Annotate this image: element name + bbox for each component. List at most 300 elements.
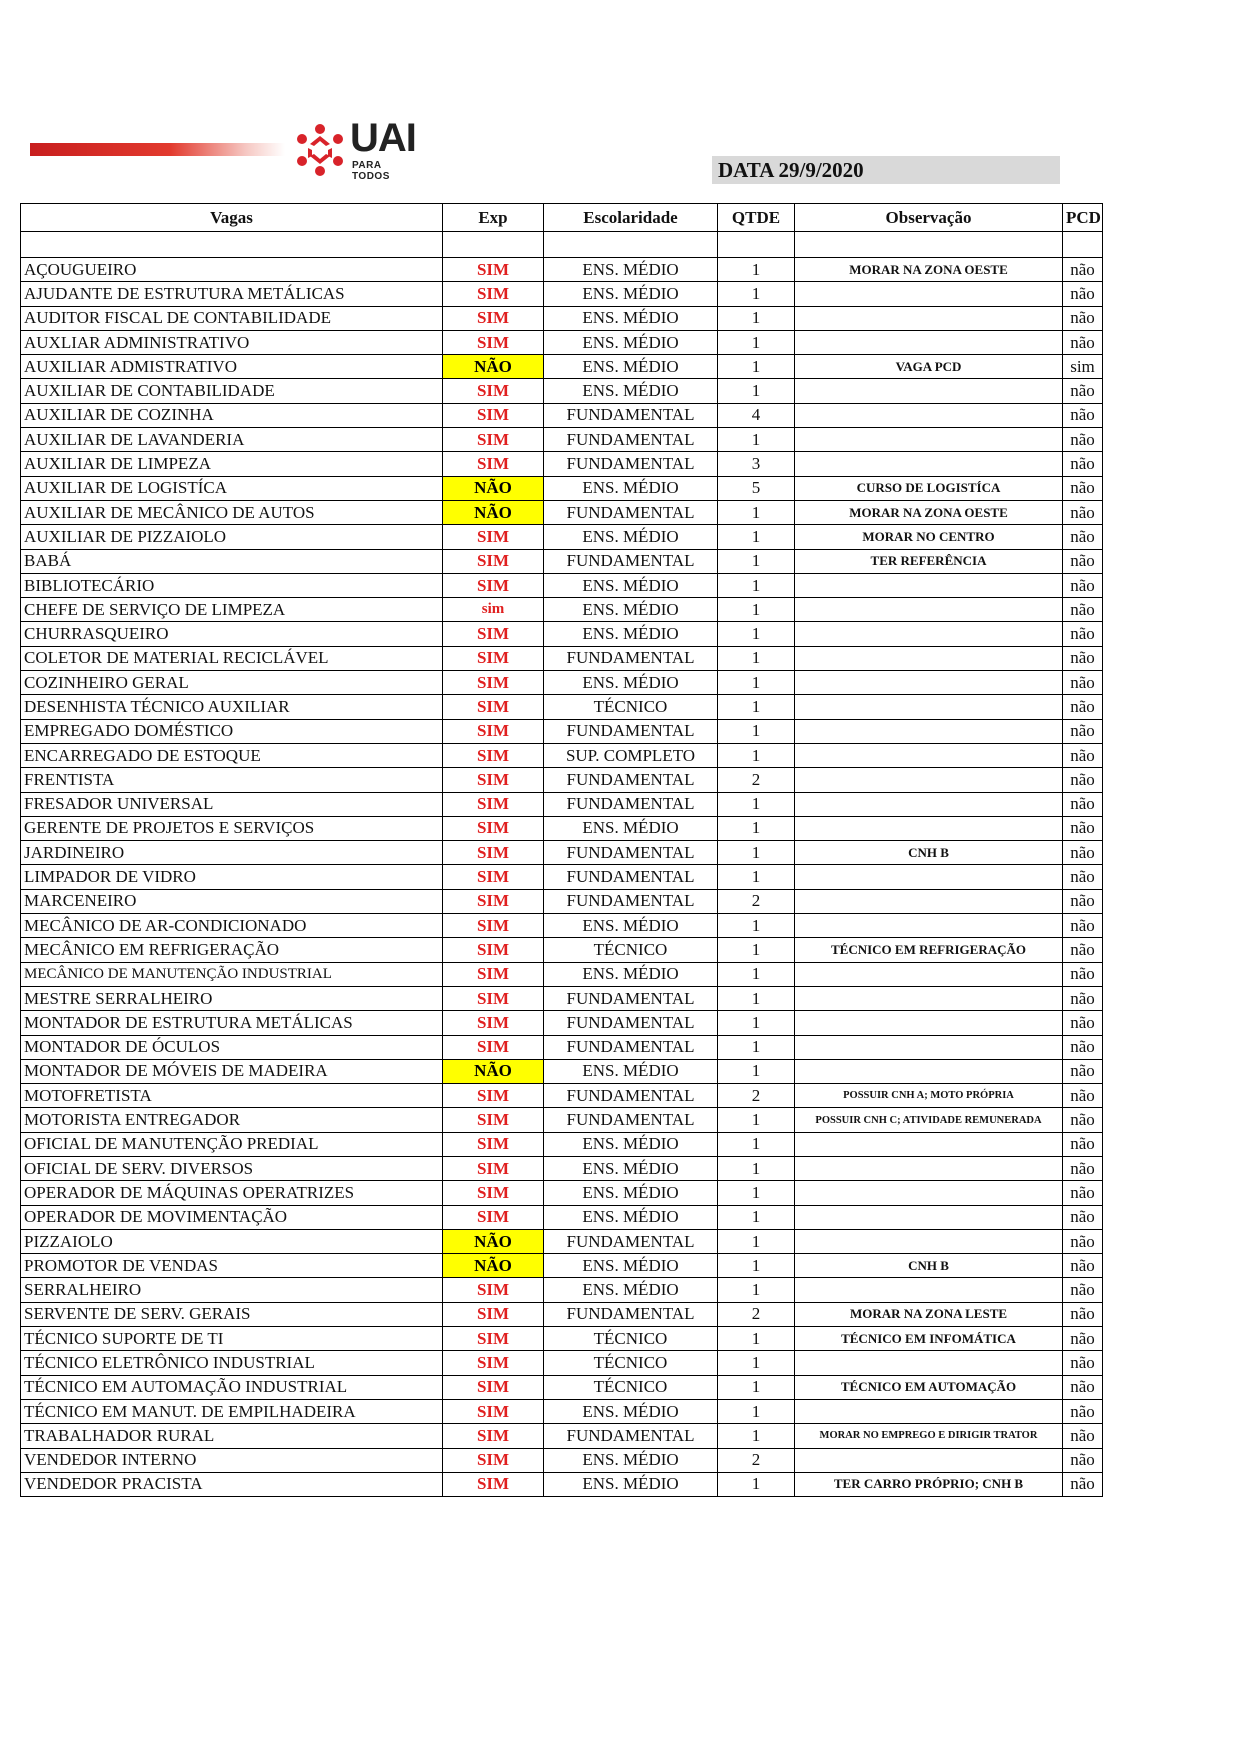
observation-cell: TER REFERÊNCIA [795, 549, 1063, 573]
observation-cell [795, 1205, 1063, 1229]
pcd-cell: não [1063, 598, 1103, 622]
quantity-cell: 1 [718, 1059, 795, 1083]
pcd-cell: não [1063, 938, 1103, 962]
education-cell: ENS. MÉDIO [544, 598, 718, 622]
quantity-cell: 1 [718, 986, 795, 1010]
experience-cell: SIM [443, 792, 544, 816]
education-cell: FUNDAMENTAL [544, 792, 718, 816]
observation-cell: POSSUIR CNH C; ATIVIDADE REMUNERADA [795, 1108, 1063, 1132]
observation-cell [795, 1351, 1063, 1375]
pcd-cell: não [1063, 671, 1103, 695]
job-title-cell: GERENTE DE PROJETOS E SERVIÇOS [21, 816, 443, 840]
experience-cell: SIM [443, 695, 544, 719]
observation-cell [795, 330, 1063, 354]
experience-cell: SIM [443, 1448, 544, 1472]
education-cell: ENS. MÉDIO [544, 671, 718, 695]
quantity-cell: 1 [718, 792, 795, 816]
brand-tagline: PARA TODOS [352, 160, 390, 182]
education-cell: FUNDAMENTAL [544, 1011, 718, 1035]
observation-cell: CURSO DE LOGISTÍCA [795, 476, 1063, 500]
education-cell: ENS. MÉDIO [544, 476, 718, 500]
observation-cell [795, 1399, 1063, 1423]
pcd-cell: não [1063, 1108, 1103, 1132]
observation-cell [795, 816, 1063, 840]
quantity-cell: 1 [718, 646, 795, 670]
job-title-cell: DESENHISTA TÉCNICO AUXILIAR [21, 695, 443, 719]
experience-cell: NÃO [443, 476, 544, 500]
pcd-cell: não [1063, 379, 1103, 403]
table-row [21, 1472, 1103, 1496]
experience-cell: SIM [443, 841, 544, 865]
job-title-cell: MECÂNICO DE AR-CONDICIONADO [21, 914, 443, 938]
table-row [21, 306, 1103, 330]
pcd-cell: não [1063, 1035, 1103, 1059]
table-row [21, 282, 1103, 306]
quantity-cell: 1 [718, 549, 795, 573]
observation-cell [795, 792, 1063, 816]
quantity-cell: 1 [718, 598, 795, 622]
experience-cell: SIM [443, 1472, 544, 1496]
observation-cell [795, 743, 1063, 767]
quantity-cell: 1 [718, 282, 795, 306]
job-title-cell: OFICIAL DE SERV. DIVERSOS [21, 1156, 443, 1180]
education-cell: FUNDAMENTAL [544, 1084, 718, 1108]
quantity-cell: 1 [718, 938, 795, 962]
job-title-cell: PROMOTOR DE VENDAS [21, 1254, 443, 1278]
education-cell: FUNDAMENTAL [544, 841, 718, 865]
pcd-cell: não [1063, 792, 1103, 816]
column-header-observacao: Observação [795, 204, 1063, 232]
pcd-cell: não [1063, 1132, 1103, 1156]
job-title-cell: BABÁ [21, 549, 443, 573]
table-row [21, 841, 1103, 865]
column-header-vagas: Vagas [21, 204, 443, 232]
experience-cell: SIM [443, 282, 544, 306]
observation-cell [795, 452, 1063, 476]
job-title-cell: AUDITOR FISCAL DE CONTABILIDADE [21, 306, 443, 330]
quantity-cell: 1 [718, 1472, 795, 1496]
education-cell: ENS. MÉDIO [544, 379, 718, 403]
experience-cell: SIM [443, 330, 544, 354]
blank-row [21, 232, 1103, 258]
experience-cell: SIM [443, 743, 544, 767]
experience-cell: SIM [443, 1327, 544, 1351]
observation-cell [795, 1059, 1063, 1083]
observation-cell: VAGA PCD [795, 355, 1063, 379]
experience-cell: SIM [443, 1278, 544, 1302]
experience-cell: SIM [443, 938, 544, 962]
observation-cell [795, 379, 1063, 403]
pcd-cell: não [1063, 986, 1103, 1010]
table-row [21, 1327, 1103, 1351]
experience-cell: SIM [443, 816, 544, 840]
table-row [21, 1035, 1103, 1059]
pcd-cell: não [1063, 525, 1103, 549]
observation-cell [795, 695, 1063, 719]
pcd-cell: não [1063, 549, 1103, 573]
quantity-cell: 1 [718, 1011, 795, 1035]
pcd-cell: não [1063, 622, 1103, 646]
education-cell: ENS. MÉDIO [544, 1156, 718, 1180]
pcd-cell: não [1063, 1472, 1103, 1496]
pcd-cell: não [1063, 719, 1103, 743]
experience-cell: NÃO [443, 1229, 544, 1253]
experience-cell: SIM [443, 1035, 544, 1059]
pcd-cell: sim [1063, 355, 1103, 379]
education-cell: FUNDAMENTAL [544, 865, 718, 889]
job-title-cell: AUXLIAR ADMINISTRATIVO [21, 330, 443, 354]
experience-cell: SIM [443, 258, 544, 282]
pcd-cell: não [1063, 962, 1103, 986]
experience-cell: SIM [443, 549, 544, 573]
education-cell: ENS. MÉDIO [544, 1205, 718, 1229]
table-row [21, 816, 1103, 840]
education-cell: ENS. MÉDIO [544, 525, 718, 549]
table-row [21, 598, 1103, 622]
education-cell: ENS. MÉDIO [544, 622, 718, 646]
observation-cell [795, 1448, 1063, 1472]
quantity-cell: 1 [718, 428, 795, 452]
job-title-cell: MONTADOR DE MÓVEIS DE MADEIRA [21, 1059, 443, 1083]
blank-cell [795, 232, 1063, 258]
experience-cell: SIM [443, 452, 544, 476]
observation-cell [795, 1132, 1063, 1156]
experience-cell: SIM [443, 379, 544, 403]
people-circle-logo-icon [292, 122, 348, 178]
observation-cell [795, 1156, 1063, 1180]
job-title-cell: AUXILIAR ADMISTRATIVO [21, 355, 443, 379]
job-title-cell: COLETOR DE MATERIAL RECICLÁVEL [21, 646, 443, 670]
education-cell: ENS. MÉDIO [544, 1132, 718, 1156]
brand-name: UAI [350, 116, 416, 160]
table-header-row [21, 204, 1103, 232]
quantity-cell: 1 [718, 573, 795, 597]
table-row [21, 1132, 1103, 1156]
quantity-cell: 1 [718, 525, 795, 549]
pcd-cell: não [1063, 1278, 1103, 1302]
observation-cell: TÉCNICO EM AUTOMAÇÃO [795, 1375, 1063, 1399]
experience-cell: SIM [443, 914, 544, 938]
pcd-cell: não [1063, 695, 1103, 719]
job-title-cell: AJUDANTE DE ESTRUTURA METÁLICAS [21, 282, 443, 306]
education-cell: FUNDAMENTAL [544, 1229, 718, 1253]
pcd-cell: não [1063, 1205, 1103, 1229]
table-row [21, 355, 1103, 379]
job-title-cell: VENDEDOR INTERNO [21, 1448, 443, 1472]
job-title-cell: TÉCNICO EM MANUT. DE EMPILHADEIRA [21, 1399, 443, 1423]
quantity-cell: 1 [718, 816, 795, 840]
education-cell: FUNDAMENTAL [544, 452, 718, 476]
table-row [21, 671, 1103, 695]
job-title-cell: VENDEDOR PRACISTA [21, 1472, 443, 1496]
education-cell: SUP. COMPLETO [544, 743, 718, 767]
table-row [21, 914, 1103, 938]
quantity-cell: 1 [718, 719, 795, 743]
experience-cell: NÃO [443, 1059, 544, 1083]
observation-cell [795, 1229, 1063, 1253]
quantity-cell: 1 [718, 914, 795, 938]
experience-cell: SIM [443, 525, 544, 549]
education-cell: TÉCNICO [544, 1351, 718, 1375]
experience-cell: SIM [443, 622, 544, 646]
table-row [21, 403, 1103, 427]
quantity-cell: 3 [718, 452, 795, 476]
quantity-cell: 1 [718, 1035, 795, 1059]
pcd-cell: não [1063, 1229, 1103, 1253]
pcd-cell: não [1063, 646, 1103, 670]
table-row [21, 865, 1103, 889]
header-gradient-bar [30, 143, 285, 156]
experience-cell: SIM [443, 671, 544, 695]
education-cell: ENS. MÉDIO [544, 1399, 718, 1423]
experience-cell: SIM [443, 646, 544, 670]
job-title-cell: TRABALHADOR RURAL [21, 1424, 443, 1448]
education-cell: FUNDAMENTAL [544, 719, 718, 743]
table-row [21, 768, 1103, 792]
blank-cell [544, 232, 718, 258]
pcd-cell: não [1063, 1181, 1103, 1205]
experience-cell: SIM [443, 1156, 544, 1180]
pcd-cell: não [1063, 889, 1103, 913]
job-title-cell: CHURRASQUEIRO [21, 622, 443, 646]
experience-cell: SIM [443, 986, 544, 1010]
education-cell: TÉCNICO [544, 1327, 718, 1351]
table-row [21, 1229, 1103, 1253]
observation-cell: CNH B [795, 841, 1063, 865]
quantity-cell: 5 [718, 476, 795, 500]
observation-cell: MORAR NA ZONA OESTE [795, 500, 1063, 524]
observation-cell: TÉCNICO EM REFRIGERAÇÃO [795, 938, 1063, 962]
table-row [21, 1156, 1103, 1180]
education-cell: FUNDAMENTAL [544, 549, 718, 573]
experience-cell: SIM [443, 1375, 544, 1399]
table-row [21, 938, 1103, 962]
education-cell: FUNDAMENTAL [544, 986, 718, 1010]
experience-cell: NÃO [443, 355, 544, 379]
table-row [21, 889, 1103, 913]
quantity-cell: 2 [718, 1302, 795, 1326]
quantity-cell: 1 [718, 1156, 795, 1180]
observation-cell [795, 1011, 1063, 1035]
observation-cell [795, 889, 1063, 913]
table-row [21, 1011, 1103, 1035]
table-row [21, 962, 1103, 986]
job-title-cell: AUXILIAR DE CONTABILIDADE [21, 379, 443, 403]
job-title-cell: LIMPADOR DE VIDRO [21, 865, 443, 889]
job-title-cell: OPERADOR DE MÁQUINAS OPERATRIZES [21, 1181, 443, 1205]
observation-cell [795, 986, 1063, 1010]
experience-cell: SIM [443, 1302, 544, 1326]
job-title-cell: AUXILIAR DE MECÂNICO DE AUTOS [21, 500, 443, 524]
quantity-cell: 1 [718, 1351, 795, 1375]
quantity-cell: 1 [718, 622, 795, 646]
experience-cell: SIM [443, 719, 544, 743]
blank-cell [718, 232, 795, 258]
pcd-cell: não [1063, 1302, 1103, 1326]
pcd-cell: não [1063, 865, 1103, 889]
table-row [21, 428, 1103, 452]
table-row [21, 573, 1103, 597]
job-title-cell: OFICIAL DE MANUTENÇÃO PREDIAL [21, 1132, 443, 1156]
table-row [21, 1205, 1103, 1229]
observation-cell: MORAR NA ZONA LESTE [795, 1302, 1063, 1326]
quantity-cell: 1 [718, 1399, 795, 1423]
observation-cell: TER CARRO PRÓPRIO; CNH B [795, 1472, 1063, 1496]
education-cell: FUNDAMENTAL [544, 1302, 718, 1326]
observation-cell [795, 1035, 1063, 1059]
observation-cell: MORAR NA ZONA OESTE [795, 258, 1063, 282]
job-title-cell: JARDINEIRO [21, 841, 443, 865]
job-title-cell: BIBLIOTECÁRIO [21, 573, 443, 597]
column-header-exp: Exp [443, 204, 544, 232]
experience-cell: NÃO [443, 1254, 544, 1278]
table-row [21, 1108, 1103, 1132]
job-title-cell: AUXILIAR DE LAVANDERIA [21, 428, 443, 452]
table-row [21, 1351, 1103, 1375]
observation-cell: MORAR NO CENTRO [795, 525, 1063, 549]
experience-cell: sim [443, 598, 544, 622]
education-cell: ENS. MÉDIO [544, 1448, 718, 1472]
table-row [21, 1254, 1103, 1278]
observation-cell [795, 403, 1063, 427]
quantity-cell: 1 [718, 695, 795, 719]
quantity-cell: 2 [718, 889, 795, 913]
experience-cell: SIM [443, 768, 544, 792]
quantity-cell: 2 [718, 768, 795, 792]
observation-cell: POSSUIR CNH A; MOTO PRÓPRIA [795, 1084, 1063, 1108]
table-row [21, 258, 1103, 282]
column-header-escolaridade: Escolaridade [544, 204, 718, 232]
observation-cell: TÉCNICO EM INFOMÁTICA [795, 1327, 1063, 1351]
pcd-cell: não [1063, 1399, 1103, 1423]
observation-cell [795, 598, 1063, 622]
table-row [21, 500, 1103, 524]
observation-cell [795, 282, 1063, 306]
table-row [21, 1059, 1103, 1083]
observation-cell [795, 1181, 1063, 1205]
quantity-cell: 1 [718, 330, 795, 354]
pcd-cell: não [1063, 914, 1103, 938]
quantity-cell: 1 [718, 1375, 795, 1399]
job-title-cell: CHEFE DE SERVIÇO DE LIMPEZA [21, 598, 443, 622]
job-title-cell: EMPREGADO DOMÉSTICO [21, 719, 443, 743]
job-title-cell: TÉCNICO ELETRÔNICO INDUSTRIAL [21, 1351, 443, 1375]
education-cell: ENS. MÉDIO [544, 1472, 718, 1496]
quantity-cell: 1 [718, 865, 795, 889]
quantity-cell: 1 [718, 671, 795, 695]
quantity-cell: 1 [718, 355, 795, 379]
experience-cell: SIM [443, 1084, 544, 1108]
job-title-cell: MOTOFRETISTA [21, 1084, 443, 1108]
pcd-cell: não [1063, 428, 1103, 452]
table-row [21, 1375, 1103, 1399]
pcd-cell: não [1063, 768, 1103, 792]
date-value: 29/9/2020 [778, 158, 864, 182]
observation-cell [795, 768, 1063, 792]
education-cell: ENS. MÉDIO [544, 573, 718, 597]
quantity-cell: 2 [718, 1084, 795, 1108]
job-title-cell: TÉCNICO EM AUTOMAÇÃO INDUSTRIAL [21, 1375, 443, 1399]
education-cell: ENS. MÉDIO [544, 282, 718, 306]
quantity-cell: 1 [718, 306, 795, 330]
pcd-cell: não [1063, 403, 1103, 427]
education-cell: ENS. MÉDIO [544, 1278, 718, 1302]
table-row [21, 1399, 1103, 1423]
table-row [21, 379, 1103, 403]
education-cell: ENS. MÉDIO [544, 258, 718, 282]
quantity-cell: 1 [718, 1229, 795, 1253]
job-title-cell: MESTRE SERRALHEIRO [21, 986, 443, 1010]
job-title-cell: TÉCNICO SUPORTE DE TI [21, 1327, 443, 1351]
quantity-cell: 1 [718, 379, 795, 403]
pcd-cell: não [1063, 1084, 1103, 1108]
blank-cell [21, 232, 443, 258]
blank-cell [443, 232, 544, 258]
pcd-cell: não [1063, 1327, 1103, 1351]
experience-cell: SIM [443, 1011, 544, 1035]
education-cell: ENS. MÉDIO [544, 330, 718, 354]
pcd-cell: não [1063, 1375, 1103, 1399]
table-row [21, 743, 1103, 767]
table-row [21, 695, 1103, 719]
table-row [21, 525, 1103, 549]
pcd-cell: não [1063, 841, 1103, 865]
table-row [21, 986, 1103, 1010]
table-row [21, 1424, 1103, 1448]
job-title-cell: AUXILIAR DE LOGISTÍCA [21, 476, 443, 500]
job-title-cell: MOTORISTA ENTREGADOR [21, 1108, 443, 1132]
quantity-cell: 1 [718, 1181, 795, 1205]
pcd-cell: não [1063, 452, 1103, 476]
experience-cell: SIM [443, 1351, 544, 1375]
pcd-cell: não [1063, 1156, 1103, 1180]
pcd-cell: não [1063, 1351, 1103, 1375]
quantity-cell: 1 [718, 258, 795, 282]
education-cell: TÉCNICO [544, 938, 718, 962]
date-label: DATA [718, 158, 774, 182]
education-cell: ENS. MÉDIO [544, 1181, 718, 1205]
pcd-cell: não [1063, 1059, 1103, 1083]
quantity-cell: 1 [718, 1132, 795, 1156]
experience-cell: SIM [443, 865, 544, 889]
table-row [21, 622, 1103, 646]
experience-cell: SIM [443, 889, 544, 913]
experience-cell: SIM [443, 1205, 544, 1229]
experience-cell: SIM [443, 1132, 544, 1156]
job-title-cell: OPERADOR DE MOVIMENTAÇÃO [21, 1205, 443, 1229]
job-title-cell: MARCENEIRO [21, 889, 443, 913]
education-cell: FUNDAMENTAL [544, 403, 718, 427]
experience-cell: SIM [443, 962, 544, 986]
education-cell: FUNDAMENTAL [544, 768, 718, 792]
pcd-cell: não [1063, 1424, 1103, 1448]
experience-cell: SIM [443, 573, 544, 597]
table-row [21, 1084, 1103, 1108]
education-cell: ENS. MÉDIO [544, 1254, 718, 1278]
education-cell: FUNDAMENTAL [544, 1035, 718, 1059]
table-row [21, 792, 1103, 816]
table-row [21, 1448, 1103, 1472]
job-title-cell: MECÂNICO DE MANUTENÇÃO INDUSTRIAL [21, 962, 443, 986]
education-cell: FUNDAMENTAL [544, 428, 718, 452]
table-row [21, 1278, 1103, 1302]
quantity-cell: 2 [718, 1448, 795, 1472]
job-title-cell: AÇOUGUEIRO [21, 258, 443, 282]
table-row [21, 549, 1103, 573]
observation-cell [795, 573, 1063, 597]
observation-cell [795, 622, 1063, 646]
date-box [712, 156, 1060, 184]
